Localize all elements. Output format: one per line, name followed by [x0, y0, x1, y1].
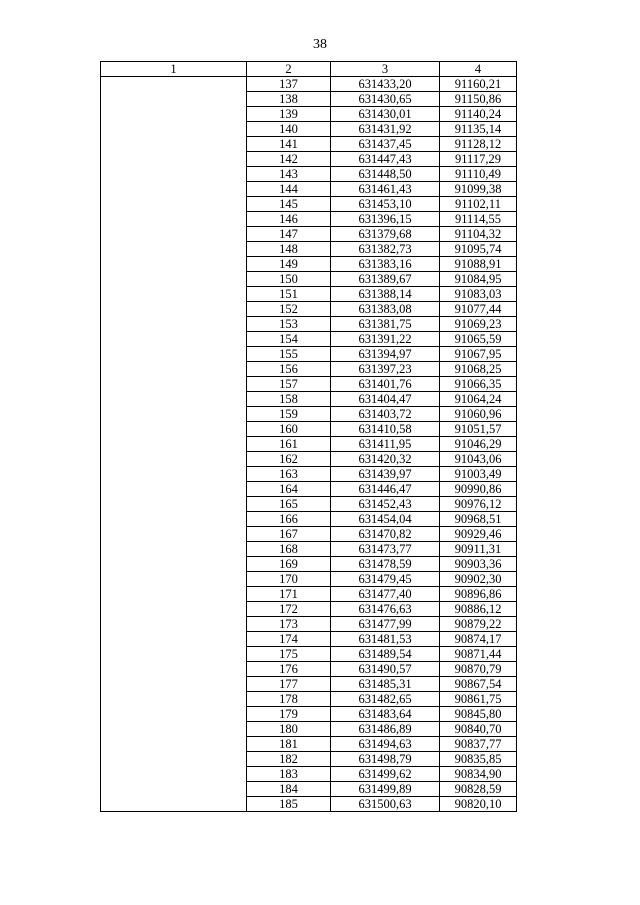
y-coordinate-cell: 90867,54	[440, 677, 517, 692]
point-number-cell: 145	[247, 197, 331, 212]
y-coordinate-cell: 91083,03	[440, 287, 517, 302]
point-number-cell: 141	[247, 137, 331, 152]
point-number-cell: 153	[247, 317, 331, 332]
point-number-cell: 137	[247, 77, 331, 92]
point-number-cell: 160	[247, 422, 331, 437]
y-coordinate-cell: 91046,29	[440, 437, 517, 452]
x-coordinate-cell: 631454,04	[331, 512, 440, 527]
point-number-cell: 167	[247, 527, 331, 542]
y-coordinate-cell: 90840,70	[440, 722, 517, 737]
point-number-cell: 169	[247, 557, 331, 572]
x-coordinate-cell: 631494,63	[331, 737, 440, 752]
y-coordinate-cell: 90886,12	[440, 602, 517, 617]
y-coordinate-cell: 90828,59	[440, 782, 517, 797]
x-coordinate-cell: 631446,47	[331, 482, 440, 497]
point-number-cell: 142	[247, 152, 331, 167]
x-coordinate-cell: 631397,23	[331, 362, 440, 377]
y-coordinate-cell: 91099,38	[440, 182, 517, 197]
point-number-cell: 161	[247, 437, 331, 452]
y-coordinate-cell: 91067,95	[440, 347, 517, 362]
point-number-cell: 162	[247, 452, 331, 467]
x-coordinate-cell: 631437,45	[331, 137, 440, 152]
point-number-cell: 180	[247, 722, 331, 737]
point-number-cell: 185	[247, 797, 331, 812]
x-coordinate-cell: 631431,92	[331, 122, 440, 137]
point-number-cell: 147	[247, 227, 331, 242]
y-coordinate-cell: 90990,86	[440, 482, 517, 497]
x-coordinate-cell: 631401,76	[331, 377, 440, 392]
point-number-cell: 154	[247, 332, 331, 347]
y-coordinate-cell: 91064,24	[440, 392, 517, 407]
point-number-cell: 143	[247, 167, 331, 182]
x-coordinate-cell: 631430,01	[331, 107, 440, 122]
empty-column-1-cell	[101, 77, 247, 812]
x-coordinate-cell: 631382,73	[331, 242, 440, 257]
x-coordinate-cell: 631391,22	[331, 332, 440, 347]
y-coordinate-cell: 90861,75	[440, 692, 517, 707]
point-number-cell: 165	[247, 497, 331, 512]
y-coordinate-cell: 91104,32	[440, 227, 517, 242]
y-coordinate-cell: 90837,77	[440, 737, 517, 752]
x-coordinate-cell: 631479,45	[331, 572, 440, 587]
x-coordinate-cell: 631404,47	[331, 392, 440, 407]
point-number-cell: 152	[247, 302, 331, 317]
x-coordinate-cell: 631447,43	[331, 152, 440, 167]
point-number-cell: 183	[247, 767, 331, 782]
y-coordinate-cell: 91088,91	[440, 257, 517, 272]
x-coordinate-cell: 631477,40	[331, 587, 440, 602]
y-coordinate-cell: 91114,55	[440, 212, 517, 227]
y-coordinate-cell: 91084,95	[440, 272, 517, 287]
y-coordinate-cell: 90834,90	[440, 767, 517, 782]
x-coordinate-cell: 631383,08	[331, 302, 440, 317]
column-header-2: 2	[247, 62, 331, 77]
point-number-cell: 140	[247, 122, 331, 137]
table-row	[101, 77, 517, 92]
point-number-cell: 179	[247, 707, 331, 722]
y-coordinate-cell: 90874,17	[440, 632, 517, 647]
x-coordinate-cell: 631490,57	[331, 662, 440, 677]
y-coordinate-cell: 90870,79	[440, 662, 517, 677]
y-coordinate-cell: 91066,35	[440, 377, 517, 392]
x-coordinate-cell: 631388,14	[331, 287, 440, 302]
y-coordinate-cell: 90976,12	[440, 497, 517, 512]
x-coordinate-cell: 631470,82	[331, 527, 440, 542]
x-coordinate-cell: 631499,89	[331, 782, 440, 797]
y-coordinate-cell: 91065,59	[440, 332, 517, 347]
point-number-cell: 155	[247, 347, 331, 362]
x-coordinate-cell: 631481,53	[331, 632, 440, 647]
point-number-cell: 176	[247, 662, 331, 677]
y-coordinate-cell: 91117,29	[440, 152, 517, 167]
y-coordinate-cell: 91110,49	[440, 167, 517, 182]
x-coordinate-cell: 631499,62	[331, 767, 440, 782]
x-coordinate-cell: 631403,72	[331, 407, 440, 422]
y-coordinate-cell: 90879,22	[440, 617, 517, 632]
x-coordinate-cell: 631486,89	[331, 722, 440, 737]
point-number-cell: 181	[247, 737, 331, 752]
point-number-cell: 144	[247, 182, 331, 197]
x-coordinate-cell: 631410,58	[331, 422, 440, 437]
y-coordinate-cell: 90929,46	[440, 527, 517, 542]
y-coordinate-cell: 90845,80	[440, 707, 517, 722]
y-coordinate-cell: 91135,14	[440, 122, 517, 137]
point-number-cell: 157	[247, 377, 331, 392]
y-coordinate-cell: 91043,06	[440, 452, 517, 467]
point-number-cell: 174	[247, 632, 331, 647]
point-number-cell: 151	[247, 287, 331, 302]
x-coordinate-cell: 631473,77	[331, 542, 440, 557]
point-number-cell: 173	[247, 617, 331, 632]
x-coordinate-cell: 631452,43	[331, 497, 440, 512]
y-coordinate-cell: 91160,21	[440, 77, 517, 92]
point-number-cell: 164	[247, 482, 331, 497]
y-coordinate-cell: 90903,36	[440, 557, 517, 572]
y-coordinate-cell: 91128,12	[440, 137, 517, 152]
point-number-cell: 168	[247, 542, 331, 557]
x-coordinate-cell: 631394,97	[331, 347, 440, 362]
point-number-cell: 178	[247, 692, 331, 707]
y-coordinate-cell: 91150,86	[440, 92, 517, 107]
x-coordinate-cell: 631389,67	[331, 272, 440, 287]
y-coordinate-cell: 91068,25	[440, 362, 517, 377]
y-coordinate-cell: 90896,86	[440, 587, 517, 602]
x-coordinate-cell: 631477,99	[331, 617, 440, 632]
column-header-3: 3	[331, 62, 440, 77]
y-coordinate-cell: 90968,51	[440, 512, 517, 527]
y-coordinate-cell: 91069,23	[440, 317, 517, 332]
x-coordinate-cell: 631448,50	[331, 167, 440, 182]
point-number-cell: 149	[247, 257, 331, 272]
table-header-row	[101, 62, 517, 77]
y-coordinate-cell: 90871,44	[440, 647, 517, 662]
point-number-cell: 166	[247, 512, 331, 527]
x-coordinate-cell: 631411,95	[331, 437, 440, 452]
y-coordinate-cell: 90820,10	[440, 797, 517, 812]
y-coordinate-cell: 91051,57	[440, 422, 517, 437]
point-number-cell: 159	[247, 407, 331, 422]
point-number-cell: 158	[247, 392, 331, 407]
column-header-1: 1	[101, 62, 247, 77]
x-coordinate-cell: 631483,64	[331, 707, 440, 722]
y-coordinate-cell: 91102,11	[440, 197, 517, 212]
y-coordinate-cell: 90902,30	[440, 572, 517, 587]
x-coordinate-cell: 631396,15	[331, 212, 440, 227]
point-number-cell: 138	[247, 92, 331, 107]
x-coordinate-cell: 631478,59	[331, 557, 440, 572]
point-number-cell: 184	[247, 782, 331, 797]
point-number-cell: 139	[247, 107, 331, 122]
x-coordinate-cell: 631482,65	[331, 692, 440, 707]
page-number: 38	[313, 37, 327, 52]
point-number-cell: 182	[247, 752, 331, 767]
x-coordinate-cell: 631485,31	[331, 677, 440, 692]
y-coordinate-cell: 91095,74	[440, 242, 517, 257]
y-coordinate-cell: 91077,44	[440, 302, 517, 317]
x-coordinate-cell: 631476,63	[331, 602, 440, 617]
column-header-4: 4	[440, 62, 517, 77]
point-number-cell: 150	[247, 272, 331, 287]
point-number-cell: 172	[247, 602, 331, 617]
point-number-cell: 177	[247, 677, 331, 692]
x-coordinate-cell: 631430,65	[331, 92, 440, 107]
coordinates-table	[100, 61, 517, 812]
x-coordinate-cell: 631383,16	[331, 257, 440, 272]
x-coordinate-cell: 631461,43	[331, 182, 440, 197]
x-coordinate-cell: 631439,97	[331, 467, 440, 482]
y-coordinate-cell: 91003,49	[440, 467, 517, 482]
y-coordinate-cell: 91140,24	[440, 107, 517, 122]
point-number-cell: 163	[247, 467, 331, 482]
point-number-cell: 170	[247, 572, 331, 587]
x-coordinate-cell: 631489,54	[331, 647, 440, 662]
x-coordinate-cell: 631500,63	[331, 797, 440, 812]
x-coordinate-cell: 631381,75	[331, 317, 440, 332]
table-body	[101, 77, 517, 812]
y-coordinate-cell: 91060,96	[440, 407, 517, 422]
x-coordinate-cell: 631420,32	[331, 452, 440, 467]
y-coordinate-cell: 90911,31	[440, 542, 517, 557]
point-number-cell: 171	[247, 587, 331, 602]
point-number-cell: 146	[247, 212, 331, 227]
y-coordinate-cell: 90835,85	[440, 752, 517, 767]
x-coordinate-cell: 631433,20	[331, 77, 440, 92]
point-number-cell: 175	[247, 647, 331, 662]
x-coordinate-cell: 631498,79	[331, 752, 440, 767]
point-number-cell: 156	[247, 362, 331, 377]
x-coordinate-cell: 631379,68	[331, 227, 440, 242]
x-coordinate-cell: 631453,10	[331, 197, 440, 212]
point-number-cell: 148	[247, 242, 331, 257]
